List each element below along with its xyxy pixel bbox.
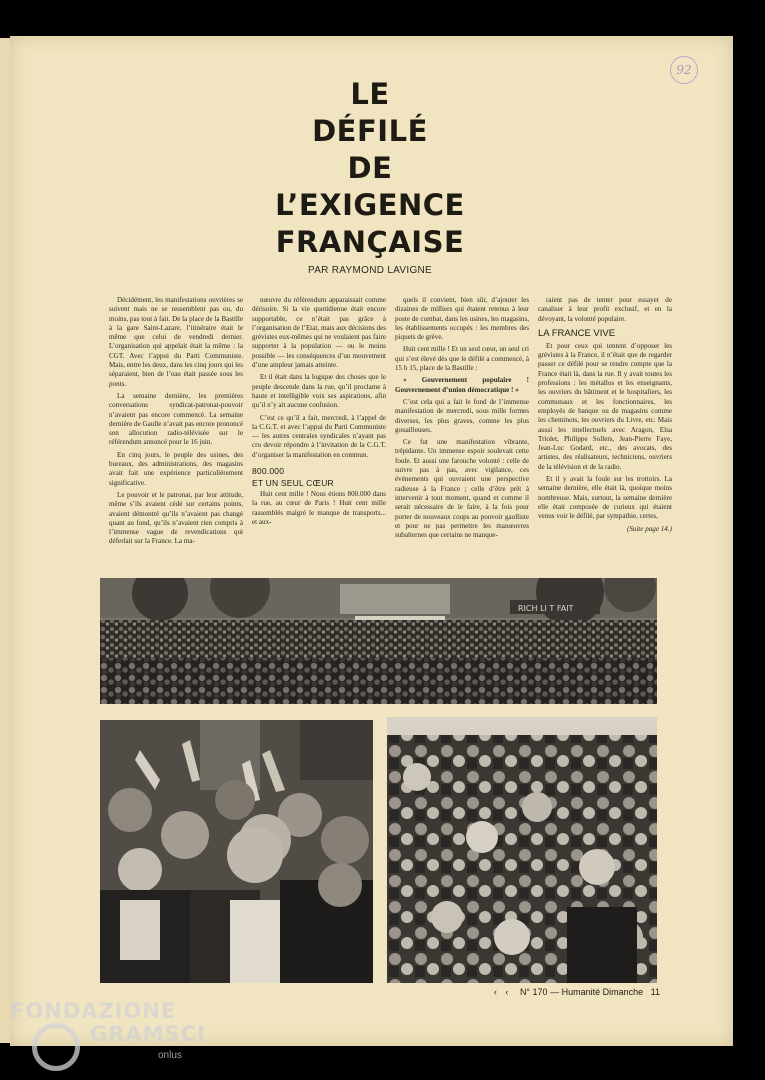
byline: PAR RAYMOND LAVIGNE	[307, 265, 433, 276]
footer-marks: ‹ ‹	[493, 987, 512, 997]
article-column-1	[109, 296, 243, 550]
watermark-ring-icon	[32, 1023, 80, 1071]
page-edge	[0, 38, 10, 1043]
banner-text: RICH LI T FAIT	[518, 604, 574, 613]
paragraph: En cinq jours, le peuple des usines, des bureaux, des administrations, des magasins avait fait une expérience particulièrement significative.	[109, 450, 243, 487]
marchers-raised-arms-photo	[100, 720, 373, 983]
article-column-2	[252, 296, 386, 530]
subheading-number: 800.000	[252, 466, 285, 477]
paragraph: nœuvre du référendum apparaissait comme dérisoire. Si la vie quotidienne était encore supportable, ce n’était pas grâce à l’organisation de l’Etat, mais aux décisions des grévistes eux-mêmes qui ne voulaient pas faire supporter à la population — ou le moins possible — les conséquences d’un mouvement d’une ampleur jamais atteinte.	[252, 296, 386, 370]
watermark-line-1: FONDAZIONE	[10, 999, 177, 1023]
crowd-women-photo	[387, 717, 657, 983]
page-footer	[440, 987, 660, 997]
headline-line: LE	[350, 77, 390, 111]
article-column-3	[395, 296, 529, 543]
headline-line: DE	[347, 151, 393, 185]
paragraph: Décidément, les manifestations ouvrières se suivent mais ne se ressemblent pas ou, du moins, pas tout à fait. De la place de la Bastille à la gare Saint-Lazare, l’itinéraire était le même que celui de vendredi dernier. L’organisation qui appelait était la même : la CGT. Avec l’appui du Parti Communiste. Mais, entre les deux, dans les cinq jours qui les séparaient, bien de l’eau était passée sous les ponts.	[109, 296, 243, 388]
paragraph: Et il y avait la foule sur les trottoirs. La semaine dernière, elle était là, quoique moins nombreuse. Mais, surtout, la semaine dernière elle était composée de curieux qui étaient venus voir le défilé, par sympathie, certes,	[538, 475, 672, 521]
issue-number: N° 170	[519, 987, 548, 997]
paragraph: Huit cent mille ! Et un seul cœur, un seul cri qui s’est élevé dès que le défilé a commencé, à 15 h 15, place de la Bastille :	[395, 345, 529, 373]
paragraph: raient pas de tenter pour essayer de canaliser à leur profit exclusif, et en la dévoyant, la volonté populaire.	[538, 296, 672, 323]
page-number: 11	[650, 987, 660, 997]
article-column-4	[538, 296, 672, 537]
paragraph: Ce fut une manifestation vibrante, trépidante. Un immense espoir soulevait cette foule. Et aussi une farouche volonté : celle de suivre pas à pas, avec vigilance, ces événements qui ouvraient une perspective radieuse à la France ; celle d’être prêt à intervenir à tout moment, quand et comme il serait nécessaire de le faire, à la fois pour porter de nouveaux coups au pouvoir gaulliste et pour ne pas permettre les manœuvres subalternes que certains ne manque-	[395, 438, 529, 540]
archive-watermark	[10, 995, 240, 1075]
headline-line: DÉFILÉ	[312, 114, 428, 148]
footer-separator: —	[550, 987, 560, 997]
slogan-quote: « Gouvernement populaire ! Gouvernement d’union démocratique ! »	[395, 376, 529, 394]
paragraph: Huit cent mille ! Nous étions 800.000 dans la rue, au cœur de Paris ! Huit cent mille rassemblés malgré le manque de transports... et aux-	[252, 490, 386, 526]
paragraph: C’est ce qu’il a fait, mercredi, à l’appel de la C.G.T. et avec l’appui du Parti Communiste — les autres centrales syndicales n’ayant pas cru devoir répondre à l’invitation de la C.G.T. d’organiser la manifestation en commun.	[252, 413, 386, 459]
paragraph: Et pour ceux qui tentent d’opposer les grévistes à la France, il n’était que de regarder passer ce défilé pour se rendre compte que la France était là, dans la rue. Il y avait toutes les professions : les métallos et les enseignants, les ouvriers du bâtiment et le hospitaliers, les communaux et les fonctionnaires, les employés de banque ou de magasins comme les cheminots, les ouvriers du Livre, etc. Mais aussi les intellectuels avec Aragon, Elsa Triolet, Philippe Sollers, Jean-Pierre Faye, Jean-Luc Godard, etc., des avocats, des artistes, des réalisateurs, techniciens, ouvriers de la télévision et de la radio.	[538, 341, 672, 471]
watermark-sub: onlus	[158, 1050, 182, 1061]
paragraph: Et il était dans la logique des choses que le peuple descende dans la rue, qu’il proclame à haute et intelligible voix ses aspirations, afin qu’il n’y ait aucune confusion.	[252, 373, 386, 410]
subheading: ET UN SEUL CŒUR	[252, 478, 334, 489]
headline	[210, 76, 530, 261]
paragraph: Le pouvoir et le patronat, par leur attitude, même s’ils avaient cédé sur certains points, avaient démontré qu’ils n’avaient pas changé quant au fond, qu’ils n’avaient rien compris à l’immense vague de revendications qui déferlait sur la France. La ma-	[109, 490, 243, 546]
paragraph: La semaine dernière, les premières conversations syndicat-patronat-pouvoir n’avaient pas encore commencé. La semaine dernière de Gaulle n’avait pas encore prononcé son allocution radio-télévisée sur le référendum annoncé pour le 16 juin.	[109, 391, 243, 447]
headline-line: L’EXIGENCE	[275, 188, 465, 222]
continued-note: (Suite page 14.)	[626, 524, 672, 533]
paragraph: C’est cela qui a fait le fond de l’immense manifestation de mercredi, sous mille formes diverses, les plus graves, comme les plus gouailleuses.	[395, 397, 529, 434]
paragraph: quels il convient, bien sûr, d’ajouter les dizaines de milliers qui étaient retenus à leur poste de combat, dans les usines, les magasins, les établissements occupés : les membres des piquets de grève.	[395, 296, 529, 342]
subheading: LA FRANCE VIVE	[538, 327, 616, 339]
archive-number-stamp: 92	[670, 56, 698, 84]
headline-line: FRANÇAISE	[275, 225, 465, 259]
watermark-line-2: GRAMSCI	[90, 1022, 206, 1046]
publication-name: Humanité Dimanche	[561, 987, 644, 997]
crowd-panorama-photo	[100, 578, 657, 704]
